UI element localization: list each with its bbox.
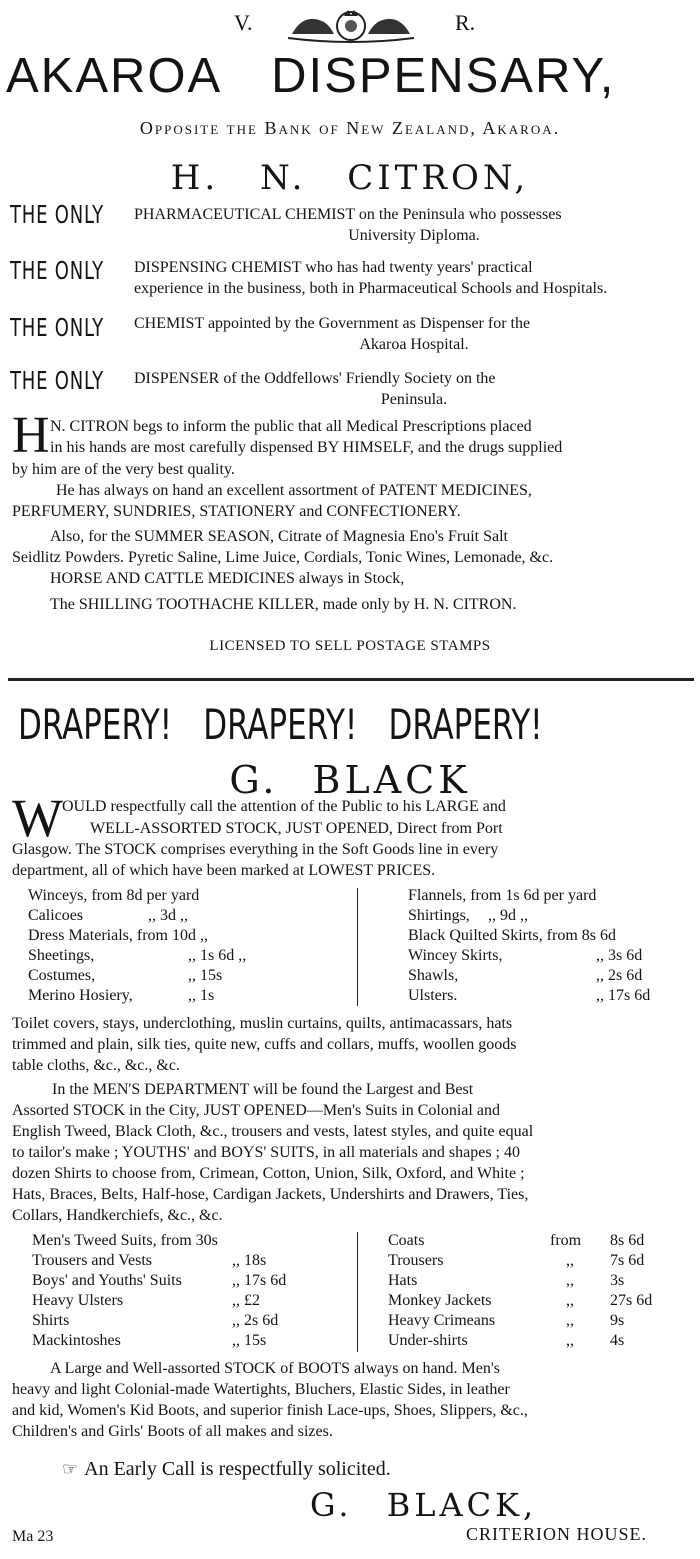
price-row [28, 886, 348, 906]
price-value: ,, 18s [232, 1252, 267, 1269]
price-item: Coats [388, 1232, 425, 1249]
para-line: Glasgow. The STOCK comprises everything in the Soft Goods line in every [12, 841, 499, 858]
price-row [408, 926, 694, 946]
para-line: N. CITRON begs to inform the public that all Medical Prescriptions placed [50, 418, 532, 435]
column-divider [357, 888, 358, 1006]
price-value: ,, 15s [232, 1332, 267, 1349]
price-item: Trousers and Vests [32, 1252, 153, 1269]
price-value: ,, 2s 6d [232, 1312, 279, 1329]
signature: G. BLACK, [310, 1486, 538, 1524]
price-value: ,, £2 [232, 1292, 260, 1309]
price-row [32, 1291, 332, 1311]
para-line: and kid, Women's Kid Boots, and superior finish Lace-ups, Shoes, Slippers, &c., [12, 1402, 528, 1419]
only-line2: University Diploma. [348, 227, 480, 244]
para-line: by him are of the very best quality. [12, 461, 235, 478]
only-line2: experience in the business, both in Pharmaceutical Schools and Hospitals. [134, 280, 608, 297]
price-value: 4s [610, 1332, 625, 1349]
mens-price-list-right [388, 1231, 688, 1351]
price-row [32, 1251, 332, 1271]
price-value: 8s 6d [610, 1232, 645, 1249]
only-line2: Peninsula. [380, 391, 448, 408]
price-value: ,, 17s 6d [596, 987, 651, 1004]
price-row [388, 1311, 688, 1331]
price-row [28, 926, 348, 946]
price-row [28, 986, 348, 1006]
price-item: Trousers [388, 1252, 444, 1269]
para-line: Toilet covers, stays, underclothing, muslin curtains, quilts, antimacassars, hats [12, 1015, 513, 1032]
price-value: ,, 15s [188, 967, 223, 984]
price-value: ,, 9d ,, [488, 907, 528, 924]
only-text [134, 313, 694, 355]
para-line: The SHILLING TOOTHACHE KILLER, made only by H. N. CITRON. [50, 596, 517, 613]
date-code: Ma 23 [12, 1528, 54, 1545]
para-line: Children's and Girls' Boots of all makes and sizes. [12, 1423, 333, 1440]
price-item: Black Quilted Skirts, from 8s 6d [408, 927, 616, 944]
price-value: ,, 17s 6d [232, 1272, 287, 1289]
price-item: Calicoes [28, 907, 84, 924]
price-item: Hats [388, 1272, 418, 1289]
price-item: Shirts [32, 1312, 70, 1329]
para-line: Assorted STOCK in the City, JUST OPENED—Men's Suits in Colonial and [12, 1102, 500, 1119]
price-from: ,, [566, 1272, 574, 1289]
price-from: ,, [566, 1252, 574, 1269]
price-row [32, 1331, 332, 1351]
only-line1: DISPENSER of the Oddfellows' Friendly Society on the [134, 370, 496, 387]
price-row [28, 946, 348, 966]
para-line: table cloths, &c., &c., &c. [12, 1057, 180, 1074]
price-row [388, 1231, 688, 1251]
para-line: Seidlitz Powders. Pyretic Saline, Lime Juice, Cordials, Tonic Wines, Lemonade, &c. [12, 549, 554, 566]
only-line2: Akaroa Hospital. [359, 336, 469, 353]
para-line: English Tweed, Black Cloth, &c., trousers and vests, latest styles, and quite equal [12, 1123, 534, 1140]
price-value: 3s [610, 1272, 625, 1289]
column-divider [357, 1232, 358, 1352]
price-value: 9s [610, 1312, 625, 1329]
price-value: ,, 3d ,, [148, 907, 188, 924]
price-item: Monkey Jackets [388, 1292, 492, 1309]
para-line: in his hands are most carefully dispensed BY HIMSELF, and the drugs supplied [50, 439, 563, 456]
drapery-price-list-left [28, 886, 348, 1006]
mens-price-list-left [32, 1231, 332, 1351]
para-line: He has always on hand an excellent assortment of PATENT MEDICINES, [56, 482, 532, 499]
price-value: ,, 1s [188, 987, 215, 1004]
price-item: Winceys, from 8d per yard [28, 887, 200, 904]
r-initial: R. [455, 10, 476, 35]
early-call-text: An Early Call is respectfully solicited. [84, 1458, 391, 1480]
price-item: Sheetings, [28, 947, 95, 964]
pointing-hand-icon: ☞ [62, 1459, 79, 1479]
dispensary-title: AKAROA DISPENSARY, [6, 49, 616, 103]
drapery-headline: DRAPERY! DRAPERY! DRAPERY! [18, 700, 543, 749]
price-item: Flannels, from 1s 6d per yard [408, 887, 597, 904]
price-item: Mackintoshes [32, 1332, 121, 1349]
price-row [388, 1271, 688, 1291]
price-item: Boys' and Youths' Suits [32, 1272, 182, 1289]
only-label: THE ONLY [10, 256, 104, 285]
price-value: ,, 1s 6d ,, [188, 947, 247, 964]
price-from: ,, [566, 1332, 574, 1349]
para-line: department, all of which have been marked at LOWEST PRICES. [12, 862, 436, 879]
section-divider [8, 678, 694, 681]
price-item: Heavy Crimeans [388, 1312, 496, 1329]
price-row [32, 1271, 332, 1291]
para-line: Hats, Braces, Belts, Half-hose, Cardigan Jackets, Undershirts and Drawers, Ties, [12, 1186, 529, 1203]
price-value: ,, 3s 6d [596, 947, 643, 964]
para-line: HORSE AND CATTLE MEDICINES always in Stock, [50, 570, 405, 587]
only-line1: PHARMACEUTICAL CHEMIST on the Peninsula who possesses [134, 206, 562, 223]
only-text [134, 368, 694, 410]
para-line: Collars, Handkerchiefs, &c., &c. [12, 1207, 223, 1224]
price-item: Heavy Ulsters [32, 1292, 124, 1309]
price-item: Dress Materials, from 10d ,, [28, 927, 208, 944]
only-line1: DISPENSING CHEMIST who has had twenty years' practical [134, 259, 533, 276]
para-line: trimmed and plain, silk ties, quite new, cuffs and collars, muffs, woollen goods [12, 1036, 517, 1053]
price-row [408, 886, 694, 906]
price-item: Costumes, [28, 967, 96, 984]
dispensary-address: Opposite the Bank of New Zealand, Akaroa. [139, 118, 561, 138]
criterion-house: CRITERION HOUSE. [466, 1524, 647, 1544]
only-label: THE ONLY [10, 366, 104, 395]
para-line: PERFUMERY, SUNDRIES, STATIONERY and CONFECTIONERY. [12, 503, 461, 520]
only-label: THE ONLY [10, 313, 104, 342]
price-row [28, 966, 348, 986]
price-item: Men's Tweed Suits, from 30s [32, 1232, 218, 1249]
price-row [388, 1251, 688, 1271]
dropcap-w: W [12, 788, 63, 848]
drapery-price-list-right [408, 886, 694, 1006]
draper-name: G. BLACK [229, 758, 471, 802]
price-row [388, 1291, 688, 1311]
proprietor-name: H. N. CITRON, [170, 158, 530, 198]
price-item: Merino Hosiery, [28, 987, 133, 1004]
v-initial: V. [234, 10, 253, 35]
price-item: Under-shirts [388, 1332, 468, 1349]
price-row [388, 1331, 688, 1351]
price-item: Shawls, [408, 967, 459, 984]
para-line: In the MEN'S DEPARTMENT will be found the Largest and Best [52, 1081, 474, 1098]
price-row [28, 906, 348, 926]
price-row [408, 906, 694, 926]
dropcap-h: H [12, 407, 50, 464]
price-from: ,, [566, 1312, 574, 1329]
price-item: Wincey Skirts, [408, 947, 503, 964]
only-text [134, 204, 694, 246]
royal-header [0, 4, 700, 44]
price-from: from [550, 1232, 582, 1249]
price-value: ,, 2s 6d [596, 967, 643, 984]
para-line: dozen Shirts to choose from, Crimean, Cotton, Union, Silk, Oxford, and White ; [12, 1165, 525, 1182]
early-call [62, 1458, 622, 1481]
price-from: ,, [566, 1292, 574, 1309]
para-line: WELL-ASSORTED STOCK, JUST OPENED, Direct from Port [90, 820, 503, 837]
para-line: A Large and Well-assorted STOCK of BOOTS always on hand. Men's [50, 1360, 500, 1377]
only-label: THE ONLY [10, 200, 104, 229]
price-row [32, 1231, 332, 1251]
price-value: 27s 6d [610, 1292, 653, 1309]
price-value: 7s 6d [610, 1252, 645, 1269]
price-row [408, 966, 694, 986]
stamps-notice: LICENSED TO SELL POSTAGE STAMPS [209, 638, 491, 654]
para-line: to tailor's make ; YOUTHS' and BOYS' SUITS, in all materials and shapes ; 40 [12, 1144, 520, 1161]
price-item: Ulsters. [408, 987, 458, 1004]
price-row [408, 946, 694, 966]
para-line: OULD respectfully call the attention of the Public to his LARGE and [62, 798, 506, 815]
only-line1: CHEMIST appointed by the Government as Dispenser for the [134, 315, 531, 332]
price-item: Shirtings, [408, 907, 470, 924]
para-line: heavy and light Colonial-made Watertights, Bluchers, Elastic Sides, in leather [12, 1381, 510, 1398]
price-row [408, 986, 694, 1006]
para-line: Also, for the SUMMER SEASON, Citrate of Magnesia Eno's Fruit Salt [50, 528, 508, 545]
only-text [134, 257, 694, 299]
royal-crest-icon [286, 4, 416, 44]
price-row [32, 1311, 332, 1331]
